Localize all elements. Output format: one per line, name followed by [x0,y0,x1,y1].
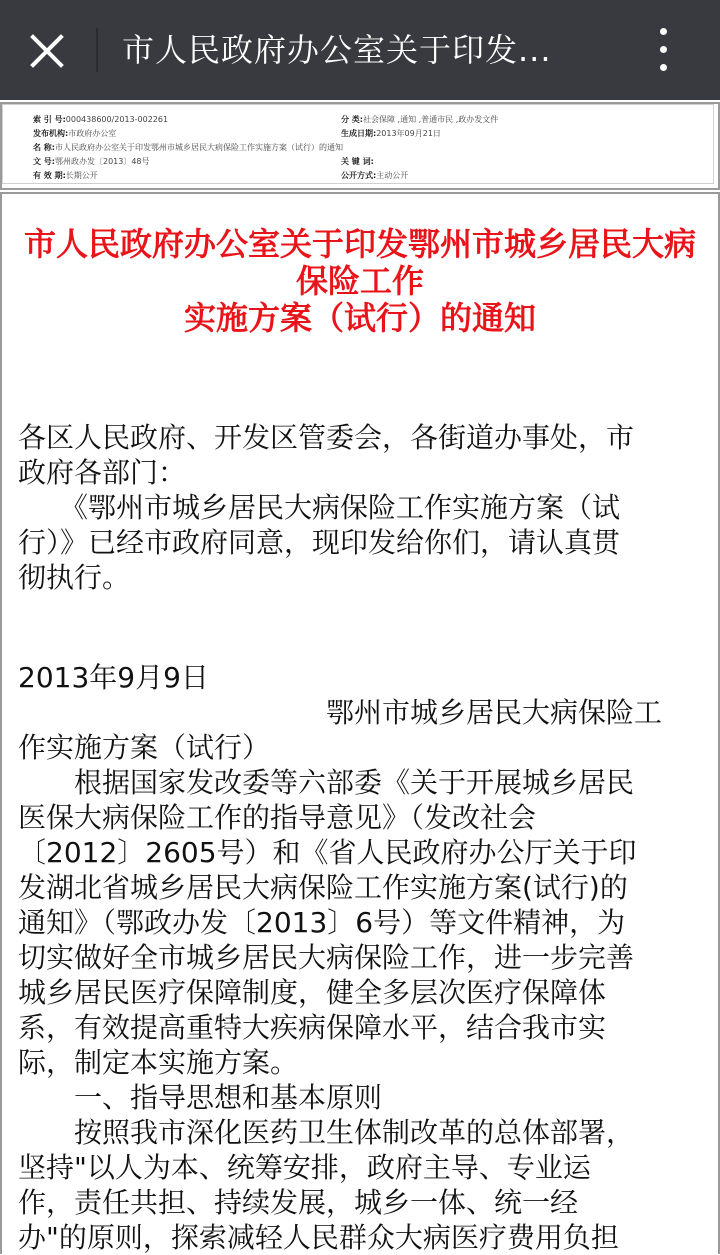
body-line: 作，责任共担、持续发展，城乡一体、统一经 [18,1186,579,1219]
addressee [18,420,698,595]
body-line: 作实施方案（试行） [18,731,271,764]
close-icon [18,20,78,80]
document-date [18,660,698,695]
meta-name: 名 称:市人民政府办公室关于印发鄂州市城乡居民大病保险工作实施方案（试行）的通知 [33,143,343,152]
body-line: 彻执行。 [18,561,131,594]
body-line: 通知》（鄂政办发〔2013〕6号）等文件精神，为 [18,906,626,939]
document-body [18,695,698,1255]
body-line: 鄂州市城乡居民大病保险工 [18,696,663,729]
body-line: 行）》已经市政府同意，现印发给你们，请认真贯 [18,526,621,559]
body-line: 2013年9月9日 [18,661,209,694]
more-options-button[interactable] [640,22,688,78]
body-line: 各区人民政府、开发区管委会，各街道办事处，市 [18,421,635,454]
document-title-line: 保险工作 [295,262,424,300]
meta-category: 分 类:社会保障 ,通知 ,普通市民 ,政办发文件 [341,115,499,124]
meta-validity: 有 效 期:长期公开 [33,171,98,180]
body-line: 根据国家发改委等六部委《关于开展城乡居民 [18,766,635,799]
body-line: 系，有效提高重特大疾病保障水平，结合我市实 [18,1011,607,1044]
page-title: 市人民政府办公室关于印发... [122,31,552,69]
body-line: 发湖北省城乡居民大病保险工作实施方案(试行)的 [18,871,628,904]
section-heading: 一、指导思想和基本原则 [18,1081,383,1114]
meta-publisher: 发布机构:市政府办公室 [33,129,117,138]
header-divider [96,28,98,72]
meta-date: 生成日期:2013年09月21日 [341,129,441,138]
body-line: 切实做好全市城乡居民大病保险工作，进一步完善 [18,941,635,974]
document-title-line: 市人民政府办公室关于印发鄂州市城乡居民大病 [23,225,696,263]
body-line: 按照我市深化医药卫生体制改革的总体部署， [18,1116,635,1149]
meta-docno: 文 号:鄂州政办发〔2013〕48号 [33,157,150,166]
body-line: 〔2012〕2605号）和《省人民政府办公厅关于印 [18,836,637,869]
meta-index: 索 引 号:000438600/2013-002261 [33,115,169,124]
top-app-bar [0,0,720,100]
body-line: 医保大病保险工作的指导意见》（发改社会 [18,801,537,834]
document-title [2,226,718,337]
body-line: 政府各部门： [18,456,187,489]
more-vertical-icon [660,28,667,35]
body-line: 际，制定本实施方案。 [18,1046,299,1079]
body-line: 办"的原则，探索减轻人民群众大病医疗费用负担 [18,1221,619,1254]
body-line: 《鄂州市城乡居民大病保险工作实施方案（试 [18,491,621,524]
body-line: 坚持"以人为本、统筹安排，政府主导、专业运 [18,1151,591,1184]
close-button[interactable] [18,20,78,80]
document-title-line: 实施方案（试行）的通知 [183,299,536,337]
document-metadata-panel [0,102,720,190]
meta-openmode: 公开方式:主动公开 [341,171,409,180]
body-line: 城乡居民医疗保障制度，健全多层次医疗保障体 [18,976,607,1009]
meta-keyword: 关 键 词: [341,157,374,166]
